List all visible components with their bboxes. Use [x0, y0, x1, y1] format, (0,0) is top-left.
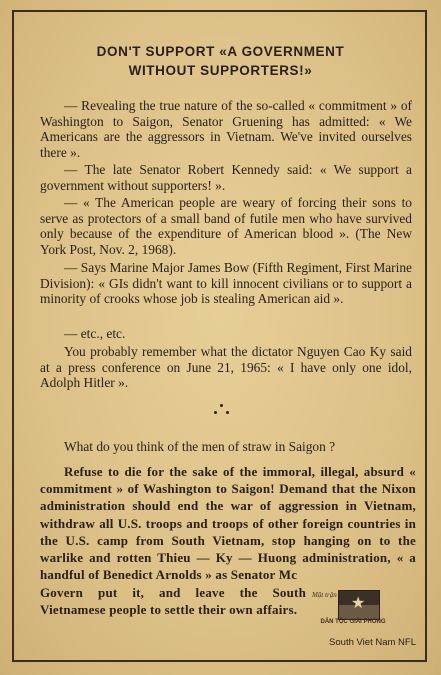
- question-line: What do you think of the men of straw in Saigon ?: [64, 439, 336, 454]
- signature: South Viet Nam NFL: [329, 637, 416, 648]
- headline-line-2: WITHOUT SUPPORTERS!»: [128, 63, 313, 78]
- nfl-stamp: [312, 588, 394, 632]
- paragraph-etc: — etc., etc.: [64, 326, 126, 341]
- stamp-org-name: DÂN TỘC GIẢI PHÓNG: [320, 619, 386, 625]
- paragraph-gruening: — Revealing the true nature of the so-called « commitment » of Washington to Saigon, Senator Gruening has admitted: « We Americans are the aggressors in Vietnam. We've invited ourselves there ».: [40, 98, 412, 160]
- paragraph-major-bow: — Says Marine Major James Bow (Fifth Regiment, First Marine Division): « GIs didn't want to kill innocent civilians or to support a minority of crooks whose job is stealing American aid ».: [40, 260, 412, 307]
- nfl-flag-icon: ★: [338, 590, 380, 620]
- paragraph-kennedy: — The late Senator Robert Kennedy said: « We support a government without supporters! ».: [40, 162, 412, 193]
- paragraph-cao-ky: You probably remember what the dictator Nguyen Cao Ky said at a press conference on June 21, 1965: « I have only one idol, Adolph Hitler ».: [40, 344, 412, 391]
- headline-line-1: DON'T SUPPORT «A GOVERNMENT: [96, 44, 345, 59]
- section-separator-dots: [210, 404, 234, 418]
- stamp-handwritten-text: Mặt trận: [312, 591, 337, 599]
- paragraph-ny-post: — « The American people are weary of forcing their sons to serve as protectors of a small band of futile men who have survived only because of the expenditure of American blood ». (The New York Post, Nov. 2, 1968).: [40, 195, 412, 257]
- call-to-action-ending: Govern put it, and leave the South Vietnamese people to settle their own affairs.: [40, 585, 306, 618]
- call-to-action: Refuse to die for the sake of the immoral, illegal, absurd « commitment » of Washington to Saigon! Demand that the Nixon administration should end the war of aggression in Vietnam, withdraw all U.S. troops and troops of other foreign countries in the U.S. camp from South Vietnam, stop hanging on to the warlike and rotten Thieu — Ky — Huong administration, « a handful of Benedict Arnolds » as Senator Mc: [40, 464, 416, 583]
